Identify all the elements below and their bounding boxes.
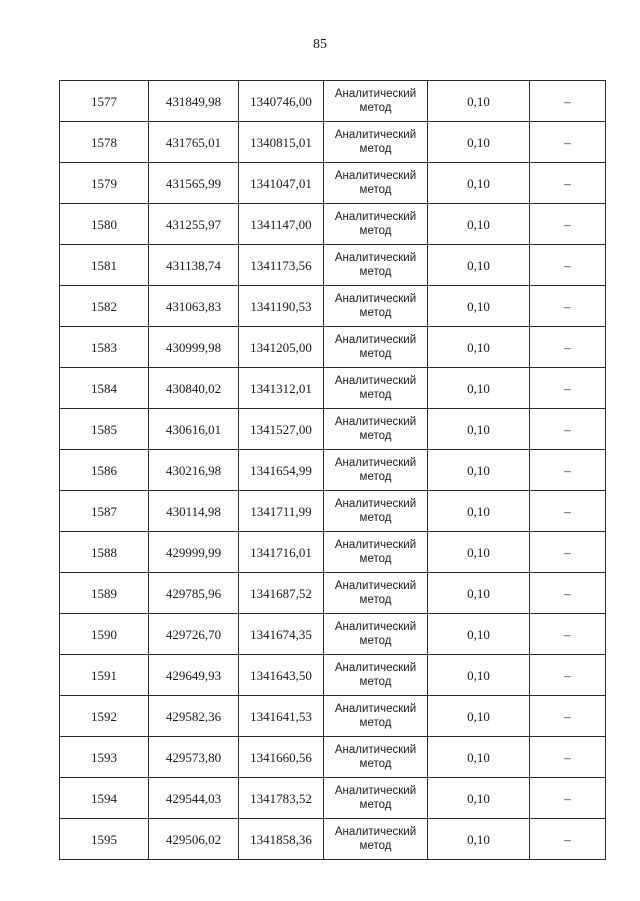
x-coordinate-cell: 431849,98 [149,81,239,122]
method-cell: Аналитический метод [324,696,428,737]
accuracy-cell: 0,10 [428,737,530,778]
point-number-cell: 1589 [60,573,149,614]
point-number-cell: 1582 [60,286,149,327]
x-coordinate-cell: 429785,96 [149,573,239,614]
accuracy-cell: 0,10 [428,450,530,491]
method-cell: Аналитический метод [324,532,428,573]
note-cell: – [530,368,606,409]
point-number-cell: 1584 [60,368,149,409]
method-cell: Аналитический метод [324,286,428,327]
table-row [60,491,606,532]
table-body [60,81,606,860]
accuracy-cell: 0,10 [428,327,530,368]
y-coordinate-cell: 1341783,52 [239,778,324,819]
method-cell: Аналитический метод [324,81,428,122]
x-coordinate-cell: 430999,98 [149,327,239,368]
point-number-cell: 1593 [60,737,149,778]
x-coordinate-cell: 430840,02 [149,368,239,409]
accuracy-cell: 0,10 [428,655,530,696]
coordinates-table [59,80,606,860]
table-row [60,409,606,450]
y-coordinate-cell: 1341660,56 [239,737,324,778]
method-cell: Аналитический метод [324,245,428,286]
x-coordinate-cell: 431138,74 [149,245,239,286]
method-cell: Аналитический метод [324,737,428,778]
y-coordinate-cell: 1341654,99 [239,450,324,491]
accuracy-cell: 0,10 [428,368,530,409]
point-number-cell: 1586 [60,450,149,491]
method-cell: Аналитический метод [324,614,428,655]
method-cell: Аналитический метод [324,368,428,409]
y-coordinate-cell: 1341643,50 [239,655,324,696]
y-coordinate-cell: 1341687,52 [239,573,324,614]
y-coordinate-cell: 1341173,56 [239,245,324,286]
accuracy-cell: 0,10 [428,696,530,737]
method-cell: Аналитический метод [324,655,428,696]
method-cell: Аналитический метод [324,450,428,491]
accuracy-cell: 0,10 [428,163,530,204]
accuracy-cell: 0,10 [428,614,530,655]
x-coordinate-cell: 429544,03 [149,778,239,819]
method-cell: Аналитический метод [324,204,428,245]
x-coordinate-cell: 431565,99 [149,163,239,204]
method-cell: Аналитический метод [324,491,428,532]
note-cell: – [530,696,606,737]
accuracy-cell: 0,10 [428,409,530,450]
point-number-cell: 1577 [60,81,149,122]
y-coordinate-cell: 1341527,00 [239,409,324,450]
note-cell: – [530,491,606,532]
note-cell: – [530,409,606,450]
y-coordinate-cell: 1341641,53 [239,696,324,737]
note-cell: – [530,450,606,491]
x-coordinate-cell: 429582,36 [149,696,239,737]
point-number-cell: 1581 [60,245,149,286]
note-cell: – [530,204,606,245]
method-cell: Аналитический метод [324,778,428,819]
table-row [60,450,606,491]
note-cell: – [530,122,606,163]
accuracy-cell: 0,10 [428,778,530,819]
note-cell: – [530,819,606,860]
table-row [60,573,606,614]
accuracy-cell: 0,10 [428,573,530,614]
x-coordinate-cell: 430216,98 [149,450,239,491]
y-coordinate-cell: 1340746,00 [239,81,324,122]
accuracy-cell: 0,10 [428,819,530,860]
table-row [60,778,606,819]
x-coordinate-cell: 430114,98 [149,491,239,532]
accuracy-cell: 0,10 [428,81,530,122]
page-number: 85 [313,37,327,52]
x-coordinate-cell: 431063,83 [149,286,239,327]
y-coordinate-cell: 1341858,36 [239,819,324,860]
method-cell: Аналитический метод [324,573,428,614]
point-number-cell: 1585 [60,409,149,450]
method-cell: Аналитический метод [324,327,428,368]
accuracy-cell: 0,10 [428,204,530,245]
y-coordinate-cell: 1341674,35 [239,614,324,655]
method-cell: Аналитический метод [324,819,428,860]
point-number-cell: 1591 [60,655,149,696]
y-coordinate-cell: 1341716,01 [239,532,324,573]
note-cell: – [530,81,606,122]
accuracy-cell: 0,10 [428,532,530,573]
accuracy-cell: 0,10 [428,286,530,327]
x-coordinate-cell: 429999,99 [149,532,239,573]
table-row [60,245,606,286]
point-number-cell: 1590 [60,614,149,655]
note-cell: – [530,614,606,655]
point-number-cell: 1592 [60,696,149,737]
y-coordinate-cell: 1340815,01 [239,122,324,163]
y-coordinate-cell: 1341312,01 [239,368,324,409]
note-cell: – [530,737,606,778]
x-coordinate-cell: 431255,97 [149,204,239,245]
table-row [60,614,606,655]
note-cell: – [530,573,606,614]
point-number-cell: 1594 [60,778,149,819]
point-number-cell: 1595 [60,819,149,860]
note-cell: – [530,327,606,368]
point-number-cell: 1580 [60,204,149,245]
note-cell: – [530,286,606,327]
table-row [60,163,606,204]
point-number-cell: 1587 [60,491,149,532]
table-row [60,122,606,163]
point-number-cell: 1588 [60,532,149,573]
method-cell: Аналитический метод [324,122,428,163]
y-coordinate-cell: 1341205,00 [239,327,324,368]
table-row [60,368,606,409]
table-row [60,327,606,368]
accuracy-cell: 0,10 [428,491,530,532]
table-row [60,737,606,778]
point-number-cell: 1578 [60,122,149,163]
y-coordinate-cell: 1341147,00 [239,204,324,245]
accuracy-cell: 0,10 [428,245,530,286]
y-coordinate-cell: 1341190,53 [239,286,324,327]
accuracy-cell: 0,10 [428,122,530,163]
note-cell: – [530,655,606,696]
note-cell: – [530,778,606,819]
note-cell: – [530,532,606,573]
table-row [60,286,606,327]
table-row [60,819,606,860]
x-coordinate-cell: 431765,01 [149,122,239,163]
point-number-cell: 1579 [60,163,149,204]
x-coordinate-cell: 429649,93 [149,655,239,696]
table-row [60,204,606,245]
x-coordinate-cell: 429506,02 [149,819,239,860]
table-row [60,81,606,122]
note-cell: – [530,245,606,286]
note-cell: – [530,163,606,204]
x-coordinate-cell: 429573,80 [149,737,239,778]
y-coordinate-cell: 1341711,99 [239,491,324,532]
x-coordinate-cell: 430616,01 [149,409,239,450]
method-cell: Аналитический метод [324,163,428,204]
point-number-cell: 1583 [60,327,149,368]
method-cell: Аналитический метод [324,409,428,450]
table-row [60,696,606,737]
y-coordinate-cell: 1341047,01 [239,163,324,204]
table-row [60,655,606,696]
table-row [60,532,606,573]
x-coordinate-cell: 429726,70 [149,614,239,655]
